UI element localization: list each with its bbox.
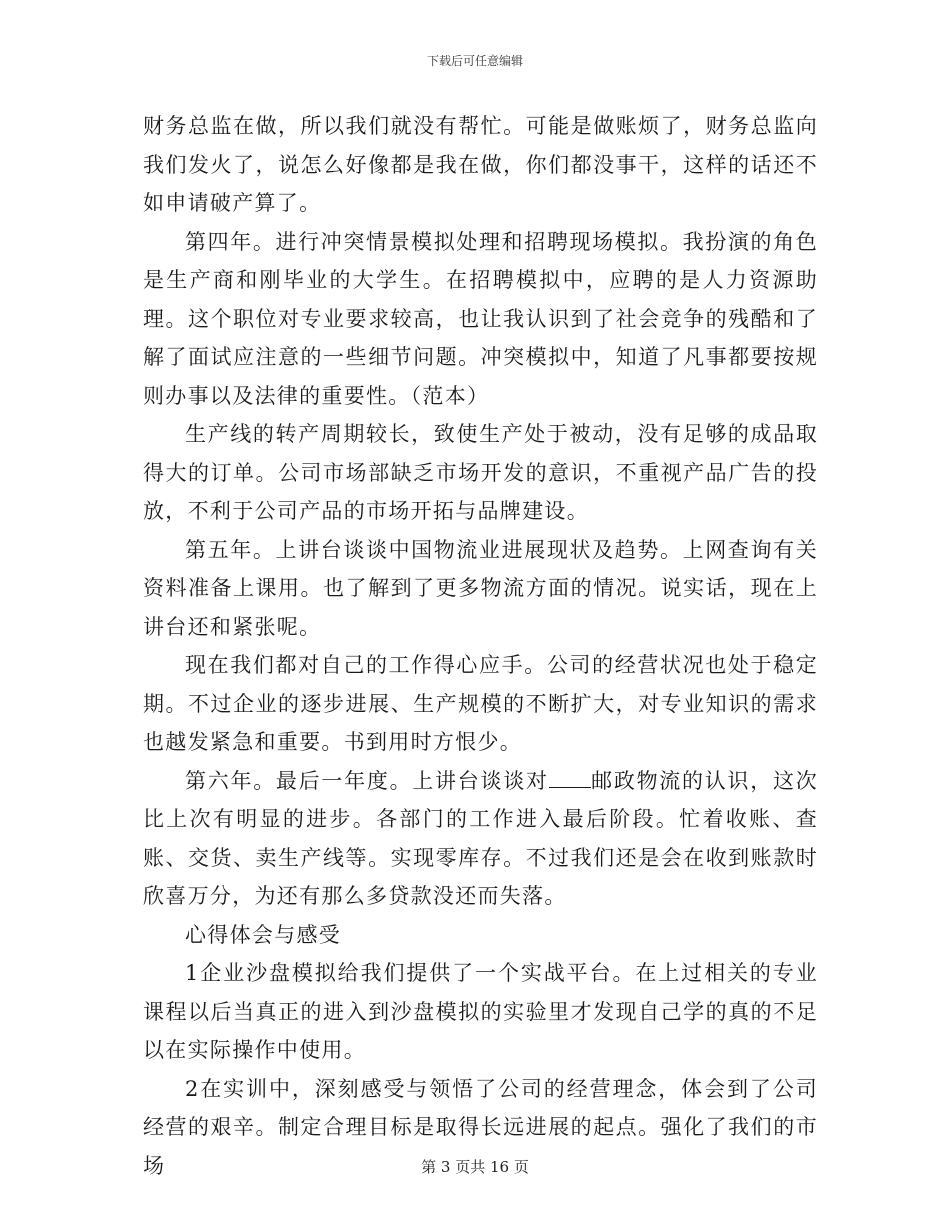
paragraph-production-line: 生产线的转产周期较长，致使生产处于被动，没有足够的成品取得大的订单。公司市场部缺乏市场开发的意识，不重视产品广告的投放，不利于公司产品的市场开拓与品牌建设。 xyxy=(143,422,818,523)
year-six-prefix: 第六年。最后一年度。上讲台谈谈对 xyxy=(185,768,549,793)
paragraph-year-four: 第四年。进行冲突情景模拟处理和招聘现场模拟。我扮演的角色是生产商和刚毕业的大学生。在招聘模拟中，应聘的是人力资源助理。这个职位对专业要求较高，也让我认识到了社会竞争的残酷和了解了面试应注意的一些细节问题。冲突模拟中，知道了凡事都要按规则办事以及法律的重要性。（范本） xyxy=(143,229,818,408)
page-number-footer: 第 3 页共 16 页 xyxy=(421,1158,529,1176)
paragraph-continuation: 财务总监在做，所以我们就没有帮忙。可能是做账烦了，财务总监向我们发火了，说怎么好像都是我在做，你们都没事干，这样的话还不如申请破产算了。 xyxy=(143,114,818,215)
document-body xyxy=(143,107,818,1185)
section-heading-reflections: 心得体会与感受 xyxy=(185,922,342,947)
blank-underline xyxy=(549,769,591,788)
paragraph-point-two: 2在实训中，深刻感受与领悟了公司的经营理念，体会到了公司经营的艰辛。制定合理目标是取得长远进展的起点。强化了我们的市场 xyxy=(143,1076,818,1178)
paragraph-stability: 现在我们都对自己的工作得心应手。公司的经营状况也处于稳定期。不过企业的逐步进展、生产规模的不断扩大，对专业知识的需求也越发紧急和重要。书到用时方恨少。 xyxy=(143,653,818,754)
paragraph-year-six xyxy=(143,762,818,916)
paragraph-point-one: 1企业沙盘模拟给我们提供了一个实战平台。在上过相关的专业课程以后当真正的进入到沙盘模拟的实验里才发现自己学的真的不足以在实际操作中使用。 xyxy=(143,961,818,1062)
page-header-note: 下载后可任意编辑 xyxy=(426,54,523,68)
paragraph-year-five: 第五年。上讲台谈谈中国物流业进展现状及趋势。上网查询有关资料准备上课用。也了解到了更多物流方面的情况。说实话，现在上讲台还和紧张呢。 xyxy=(143,537,818,639)
year-six-rest: 邮政物流的认识，这次比上次有明显的进步。各部门的工作进入最后阶段。忙着收账、查账、交货、卖生产线等。实现零库存。不过我们还是会在收到账款时欣喜万分，为还有那么多贷款没还而失落。 xyxy=(143,768,818,908)
